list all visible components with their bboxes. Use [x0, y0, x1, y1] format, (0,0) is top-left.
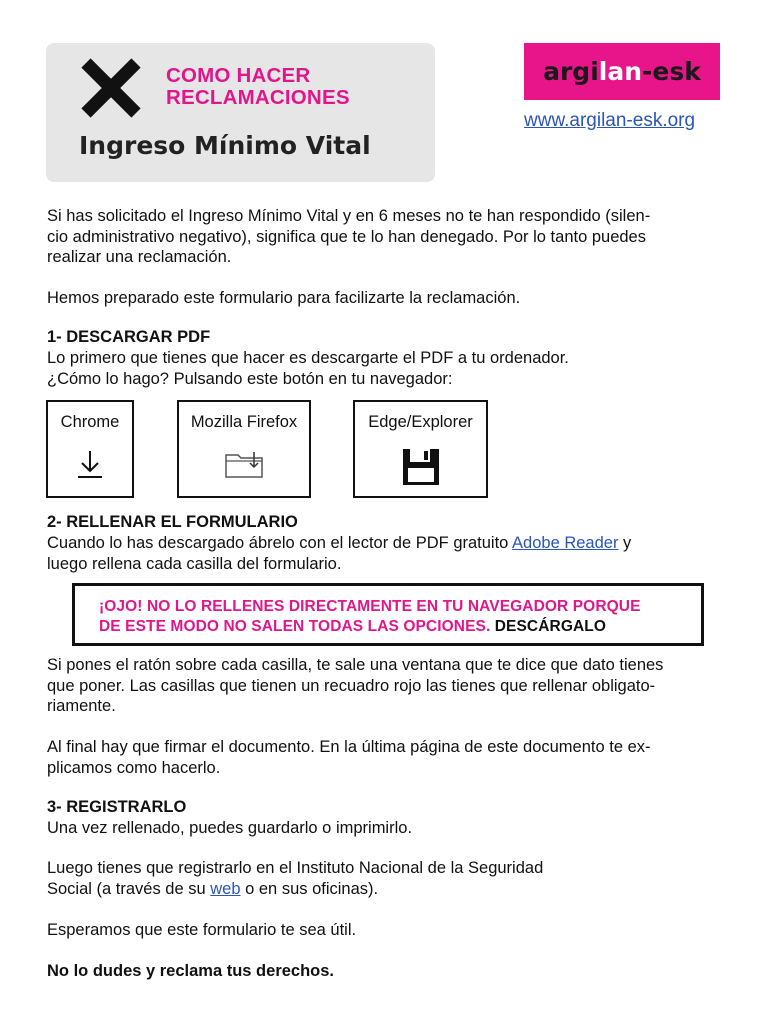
section1-heading: 1- DESCARGAR PDF	[47, 328, 211, 346]
intro-paragraph: Si has solicitado el Ingreso Mínimo Vital y en 6 meses no te han respondido (silen- cio administrativo negativo), significa que te lo han denegado. Por lo tanto puedes realizar una reclamación.	[47, 207, 651, 266]
title-banner	[46, 43, 435, 182]
banner-title: COMO HACER RECLAMACIONES	[166, 64, 350, 109]
section1-text: Lo primero que tienes que hacer es descargarte el PDF a tu ordenador. ¿Cómo lo hago? Pulsando este botón en tu navegador:	[47, 349, 569, 388]
section2-heading: 2- RELLENAR EL FORMULARIO	[47, 513, 298, 531]
warning-box	[72, 583, 704, 646]
adobe-reader-link[interactable]: Adobe Reader	[512, 534, 619, 552]
closing-note: Esperamos que este formulario te sea útil.	[47, 921, 357, 939]
signature-paragraph: Al final hay que firmar el documento. En la última página de este documento te ex- plicamos como hacerlo.	[47, 738, 651, 777]
warning-text: ¡OJO! NO LO RELLENES DIRECTAMENTE EN TU NAVEGADOR PORQUE DE ESTE MODO NO SALEN TODAS LAS OPCIONES. DESCÁRGALO	[99, 598, 641, 635]
register-paragraph: Luego tienes que registrarlo en el Instituto Nacional de la Seguridad Social (a través de su web o en sus oficinas).	[47, 859, 544, 898]
firefox-box: Mozilla Firefox	[177, 400, 311, 498]
closing-statement: No lo dudes y reclama tus derechos.	[47, 962, 335, 980]
x-mark-icon	[80, 57, 142, 119]
intro-note: Hemos preparado este formulario para facilizarte la reclamación.	[47, 289, 521, 307]
section3-text: Una vez rellenado, puedes guardarlo o imprimirlo.	[47, 819, 413, 837]
hover-paragraph: Si pones el ratón sobre cada casilla, te sale una ventana que te dice que dato tienes que poner. Las casillas que tienen un recuadro rojo las tienes que rellenar obligato- riamente.	[47, 656, 664, 715]
floppy-disk-icon	[401, 447, 441, 487]
website-link[interactable]: www.argilan-esk.org	[524, 110, 696, 131]
download-arrow-icon	[73, 447, 107, 481]
argilan-logo[interactable]: argilan-esk	[524, 43, 720, 100]
section3-heading: 3- REGISTRARLO	[47, 798, 187, 816]
section2-text: Cuando lo has descargado ábrelo con el lector de PDF gratuito Adobe Reader y luego rellena cada casilla del formulario.	[47, 534, 632, 573]
edge-box: Edge/Explorer	[353, 400, 488, 498]
banner-subtitle: Ingreso Mínimo Vital	[79, 131, 371, 160]
web-link[interactable]: web	[210, 879, 241, 898]
chrome-box: Chrome	[46, 400, 134, 498]
folder-download-icon	[223, 447, 265, 481]
